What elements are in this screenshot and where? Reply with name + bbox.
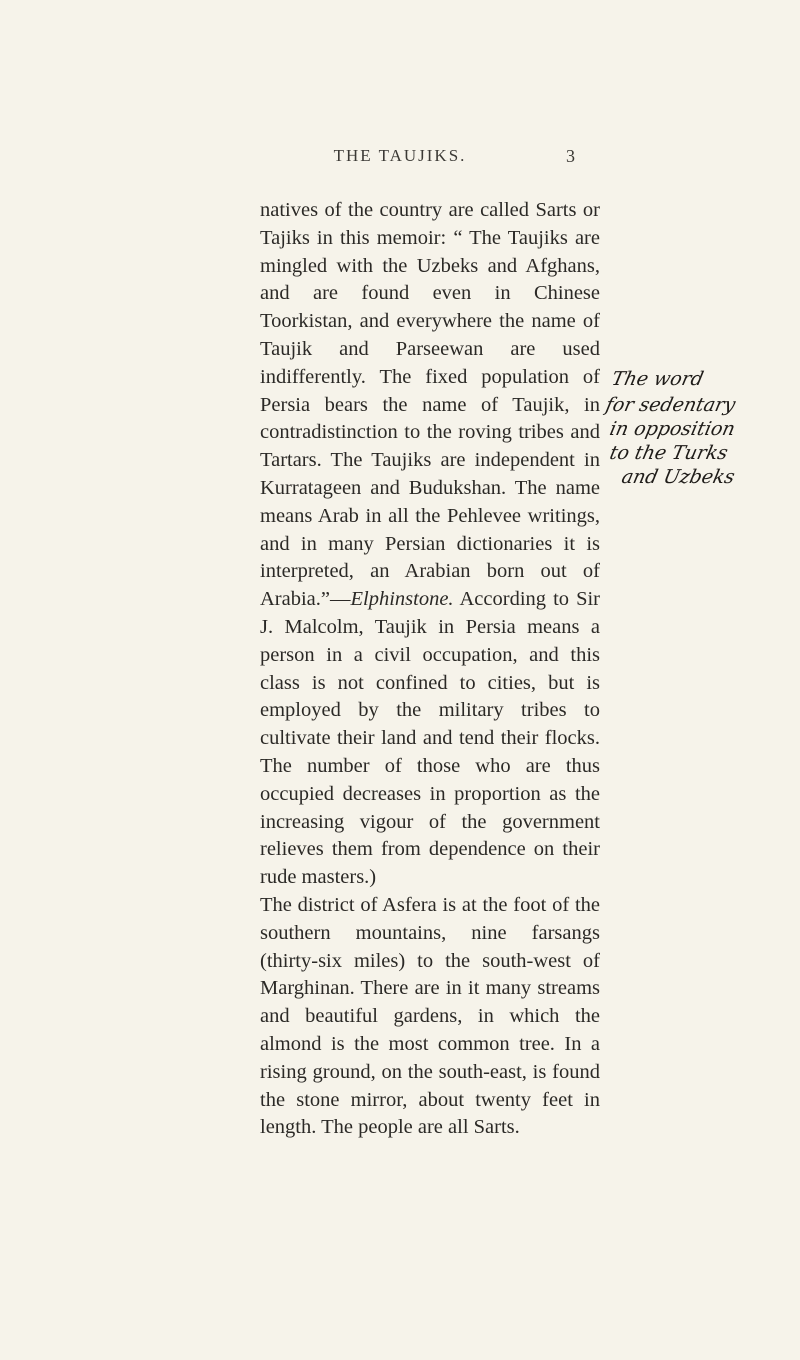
- marginal-note-line-1: The word: [609, 368, 706, 390]
- paragraph-2: The district of Asfera is at the foot of the southern mountains, nine farsangs (thirty-six miles) to the south-west of Marghinan. There are in it many streams and beautiful gardens, in which the almond is the most common tree. In a rising ground, on the south-east, is found the stone mirror, about twenty feet in length. The people are all Sarts.: [260, 893, 600, 1139]
- running-head: THE TAUJIKS.: [333, 146, 467, 165]
- paragraph-1-text: natives of the country are called Sarts or Tajiks in this memoir: “ The Taujiks are mingled with the Uzbeks and Afghans, and are found even in Chinese Toorkistan, and everywhere the name of Taujik and Parseewan are used indifferently. The fixed population of Persia bears the name of Taujik, in contradistinction to the roving tribes and Tartars. The Taujiks are independent in Kurratageen and Budukshan. The name means Arab in all the Pehlevee writings, and in many Persian dictionaries it is interpreted, an Arabian born out of Arabia.”—: [260, 199, 600, 611]
- handwritten-marginal-note: [603, 360, 800, 490]
- marginal-note-line-5: and Uzbeks: [619, 466, 737, 488]
- marginal-note-line-3: in opposition: [607, 418, 738, 440]
- paragraph-1-continuation: According to Sir J. Malcolm, Taujik in Persia means a person in a civil occupation, and this class is not confined to cities, but is employed by the military tribes to cultivate their land and tend their flocks. The number of those who are thus occupied decreases in proportion as the increasing vigour of the government relieves them from dependence on their rude masters.): [260, 588, 600, 889]
- page-header: [0, 146, 800, 170]
- paragraph-1: [260, 197, 600, 892]
- marginal-note-line-4: to the Turks: [607, 442, 730, 464]
- body-text: [260, 197, 600, 1142]
- marginal-note-line-2: for sedentary: [603, 394, 738, 416]
- page-number: 3: [566, 146, 575, 166]
- citation: Elphinstone.: [350, 588, 454, 611]
